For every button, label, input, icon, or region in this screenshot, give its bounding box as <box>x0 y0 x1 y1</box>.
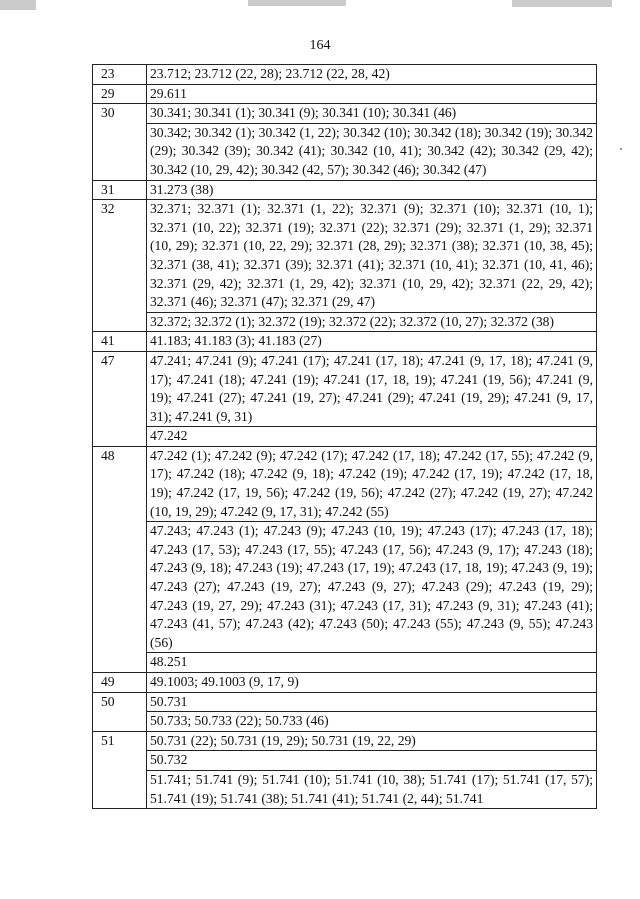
codes-cell: 50.733; 50.733 (22); 50.733 (46) <box>147 712 597 732</box>
table-row <box>93 731 597 751</box>
table-row <box>93 84 597 104</box>
codes-cell: 29.611 <box>147 84 597 104</box>
table-row <box>93 673 597 693</box>
scan-artifact <box>0 0 36 10</box>
codes-cell: 50.731 <box>147 692 597 712</box>
codes-cell: 47.242 <box>147 427 597 447</box>
codes-cell: 48.251 <box>147 653 597 673</box>
class-number-cell: 47 <box>93 351 147 446</box>
codes-cell: 49.1003; 49.1003 (9, 17, 9) <box>147 673 597 693</box>
codes-cell: 47.241; 47.241 (9); 47.241 (17); 47.241 (17, 18); 47.241 (9, 17, 18); 47.241 (9, 17); 47.241 (18); 47.241 (19); 47.241 (17, 18, 19); 47.241 (19, 56); 47.241 (9, 19); 47.241 (27); 47.241 (19, 27); 47.241 (29); 47.241 (19, 29); 47.241 (9, 17, 31); 47.241 (9, 31) <box>147 351 597 426</box>
table-row <box>93 332 597 352</box>
table-row <box>93 200 597 313</box>
scan-artifact <box>248 0 346 6</box>
codes-cell: 23.712; 23.712 (22, 28); 23.712 (22, 28, 42) <box>147 65 597 85</box>
table-row <box>93 446 597 521</box>
codes-cell: 30.341; 30.341 (1); 30.341 (9); 30.341 (10); 30.341 (46) <box>147 104 597 124</box>
class-number-cell: 48 <box>93 446 147 672</box>
table-row <box>93 712 597 732</box>
codes-cell: 51.741; 51.741 (9); 51.741 (10); 51.741 (10, 38); 51.741 (17); 51.741 (17, 57); 51.741 (19); 51.741 (38); 51.741 (41); 51.741 (2, 44); 51.741 <box>147 770 597 808</box>
table-row <box>93 312 597 332</box>
codes-cell: 41.183; 41.183 (3); 41.183 (27) <box>147 332 597 352</box>
class-number-cell: 41 <box>93 332 147 352</box>
codes-cell: 30.342; 30.342 (1); 30.342 (1, 22); 30.342 (10); 30.342 (18); 30.342 (19); 30.342 (29); 30.342 (39); 30.342 (41); 30.342 (10, 41); 30.342 (42); 30.342 (29, 42); 30.342 (10, 29, 42); 30.342 (42, 57); 30.342 (46); 30.342 (47) <box>147 123 597 180</box>
classification-table <box>92 64 597 809</box>
codes-cell: 47.242 (1); 47.242 (9); 47.242 (17); 47.242 (17, 18); 47.242 (17, 55); 47.242 (9, 17); 47.242 (18); 47.242 (9, 18); 47.242 (19); 47.242 (17, 19); 47.242 (17, 18, 19); 47.242 (17, 19, 56); 47.242 (19, 56); 47.242 (27); 47.242 (19, 27); 47.242 (10, 19, 29); 47.242 (9, 17, 31); 47.242 (55) <box>147 446 597 521</box>
page-number: 164 <box>309 38 331 53</box>
class-number-cell: 50 <box>93 692 147 731</box>
table-row <box>93 351 597 426</box>
table-row <box>93 692 597 712</box>
codes-cell: 31.273 (38) <box>147 180 597 200</box>
table-row <box>93 123 597 180</box>
table-body <box>93 65 597 809</box>
table-row <box>93 751 597 771</box>
table-row <box>93 770 597 808</box>
codes-cell: 50.732 <box>147 751 597 771</box>
codes-cell: 32.371; 32.371 (1); 32.371 (1, 22); 32.371 (9); 32.371 (10); 32.371 (10, 1); 32.371 (10, 22); 32.371 (19); 32.371 (22); 32.371 (29); 32.371 (1, 29); 32.371 (10, 29); 32.371 (10, 22, 29); 32.371 (28, 29); 32.371 (38); 32.371 (10, 38, 45); 32.371 (38, 41); 32.371 (39); 32.371 (41); 32.371 (10, 41); 32.371 (10, 41, 46); 32.371 (29, 42); 32.371 (1, 29, 42); 32.371 (10, 29, 42); 32.371 (22, 29, 42); 32.371 (46); 32.371 (47); 32.371 (29, 47) <box>147 200 597 313</box>
codes-cell: 32.372; 32.372 (1); 32.372 (19); 32.372 (22); 32.372 (10, 27); 32.372 (38) <box>147 312 597 332</box>
table-row <box>93 180 597 200</box>
class-number-cell: 31 <box>93 180 147 200</box>
class-number-cell: 49 <box>93 673 147 693</box>
class-number-cell: 32 <box>93 200 147 332</box>
class-number-cell: 29 <box>93 84 147 104</box>
table-row <box>93 653 597 673</box>
scan-speck <box>620 148 622 150</box>
class-number-cell: 30 <box>93 104 147 180</box>
table-row <box>93 522 597 653</box>
table-row <box>93 65 597 85</box>
table-row <box>93 427 597 447</box>
codes-cell: 47.243; 47.243 (1); 47.243 (9); 47.243 (10, 19); 47.243 (17); 47.243 (17, 18); 47.243 (17, 53); 47.243 (17, 55); 47.243 (17, 56); 47.243 (9, 17); 47.243 (18); 47.243 (9, 18); 47.243 (19); 47.243 (17, 19); 47.243 (17, 18, 19); 47.243 (9, 19); 47.243 (27); 47.243 (19, 27); 47.243 (9, 27); 47.243 (29); 47.243 (19, 29); 47.243 (19, 27, 29); 47.243 (31); 47.243 (17, 31); 47.243 (9, 31); 47.243 (41); 47.243 (41, 57); 47.243 (42); 47.243 (50); 47.243 (55); 47.243 (9, 55); 47.243 (56) <box>147 522 597 653</box>
class-number-cell: 23 <box>93 65 147 85</box>
table-row <box>93 104 597 124</box>
scan-artifact <box>512 0 612 7</box>
class-number-cell: 51 <box>93 731 147 808</box>
codes-cell: 50.731 (22); 50.731 (19, 29); 50.731 (19, 22, 29) <box>147 731 597 751</box>
